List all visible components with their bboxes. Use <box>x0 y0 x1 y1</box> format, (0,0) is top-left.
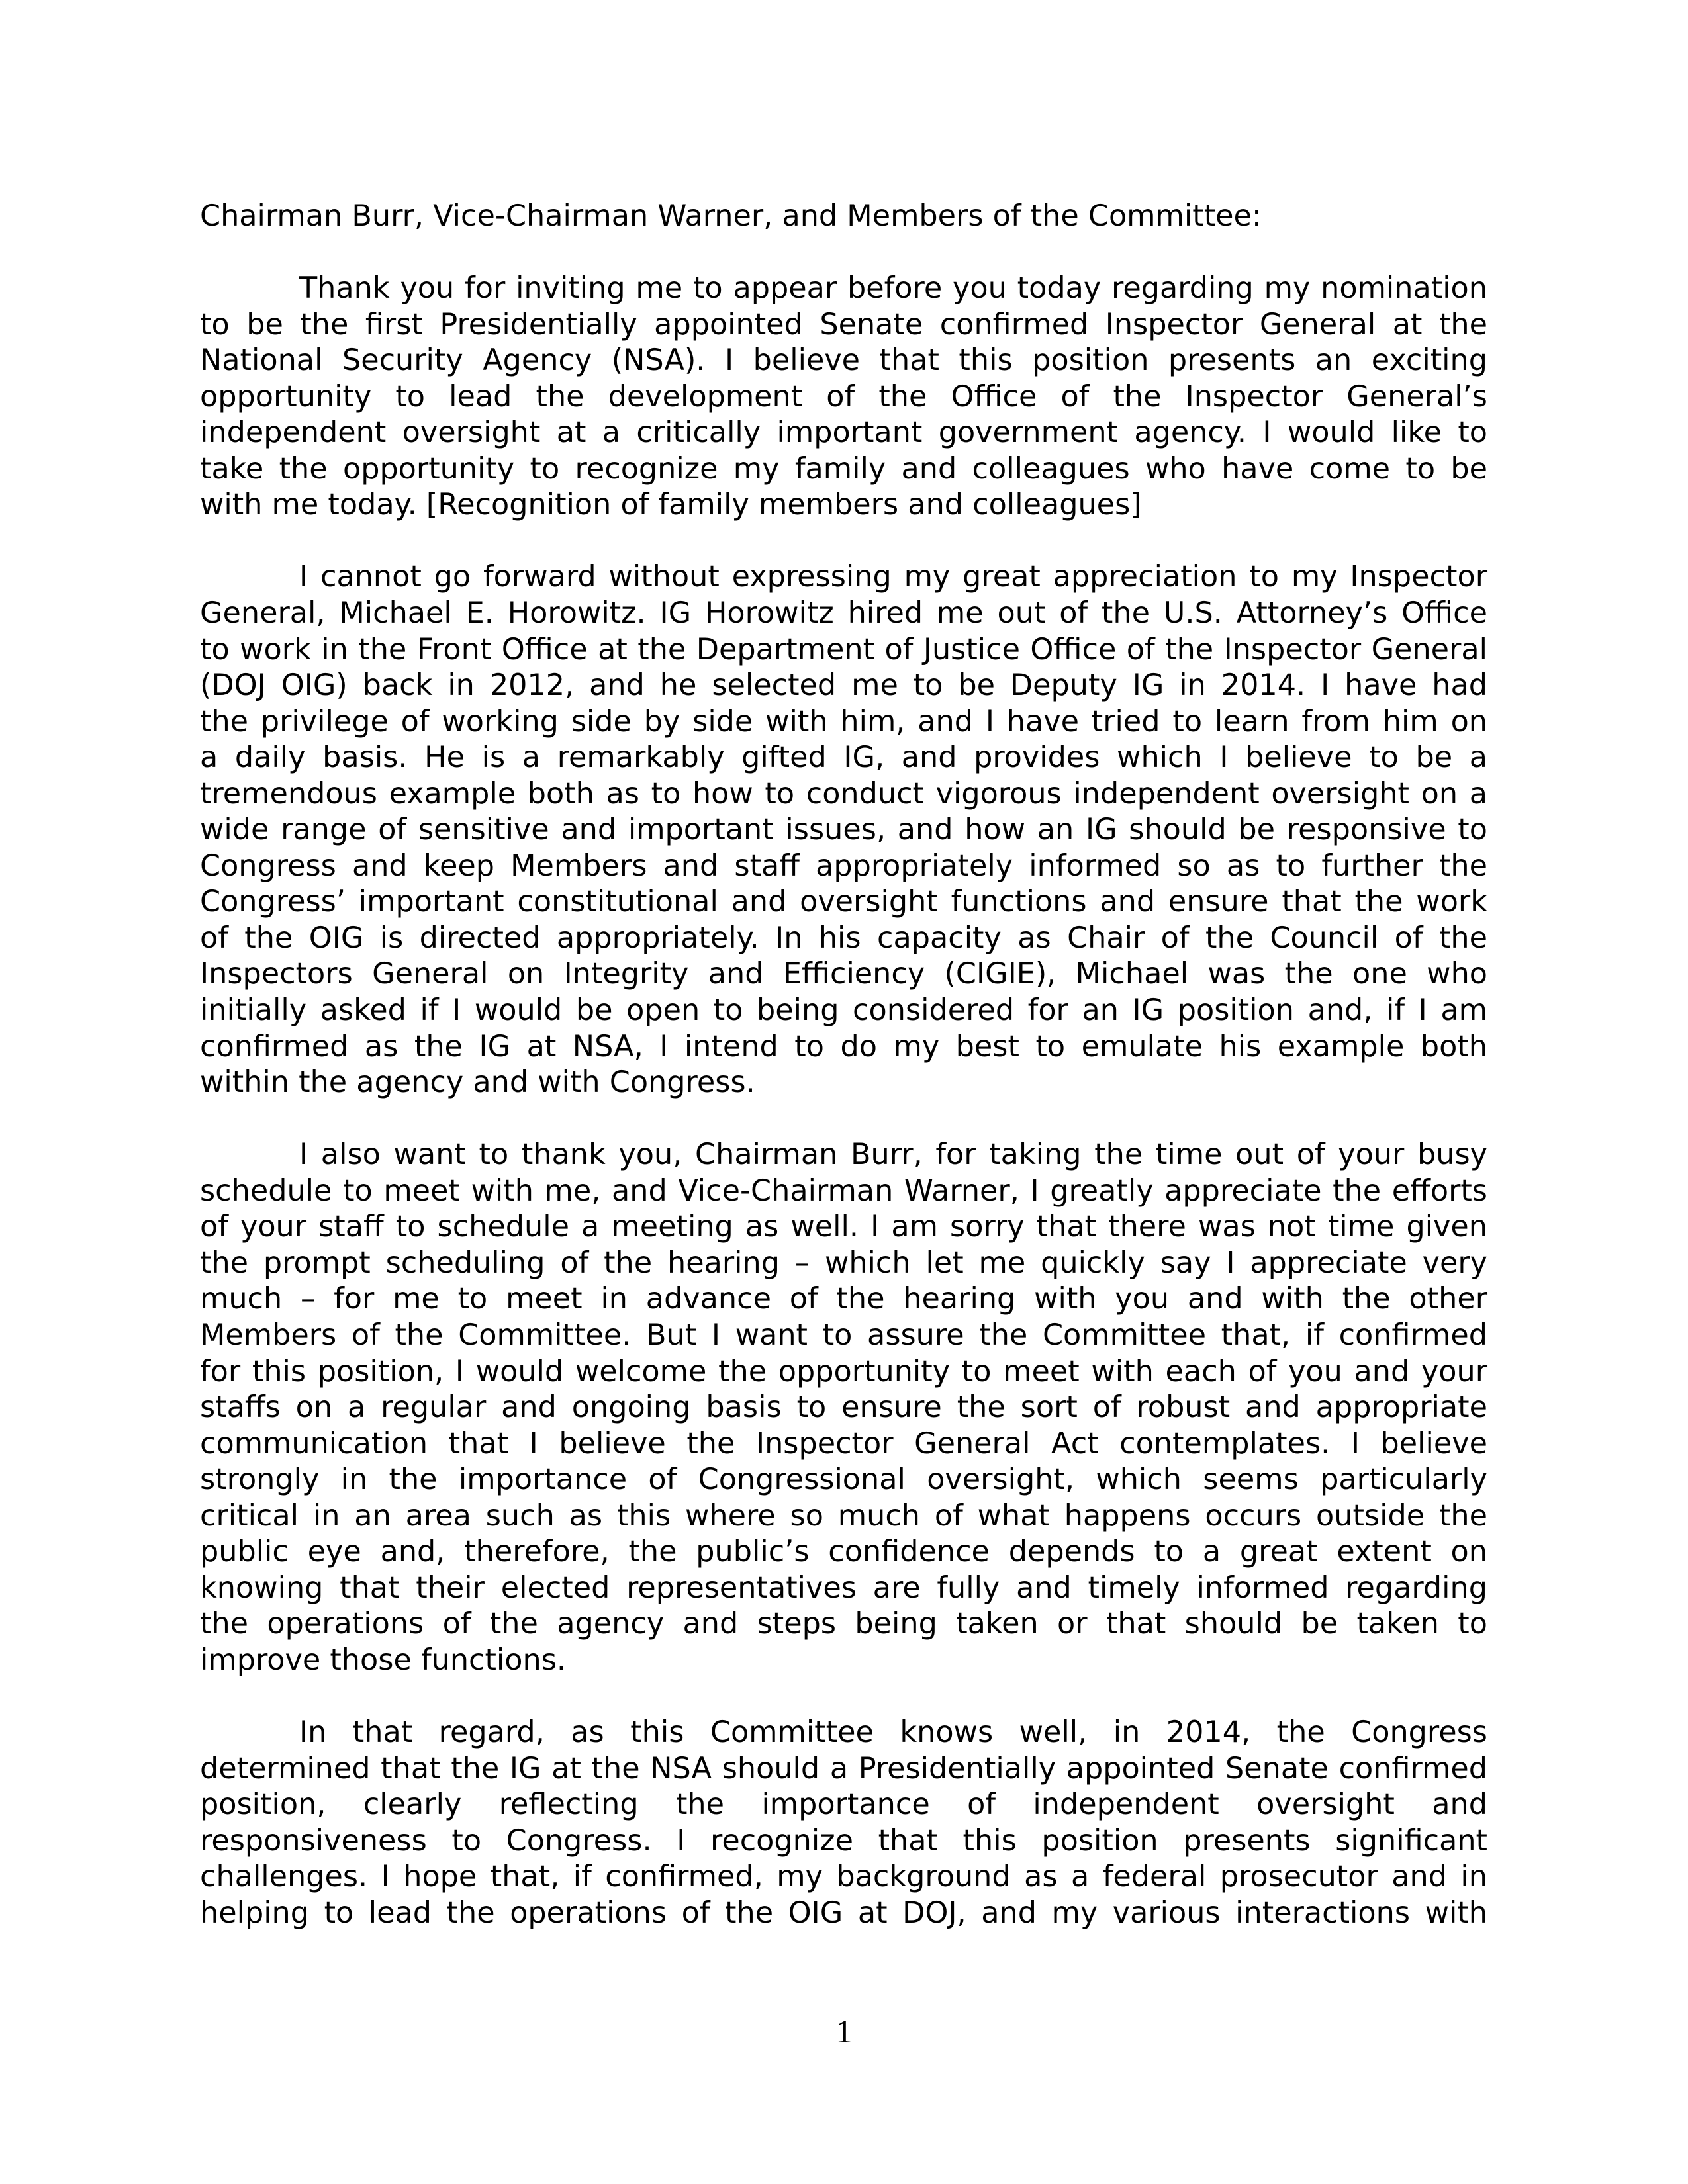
paragraph-thanks <box>200 1137 1487 1678</box>
paragraph-line: staffs on a regular and ongoing basis to ensure the sort of robust and appropriate <box>200 1390 1487 1425</box>
paragraph-line: I cannot go forward without expressing my great appreciation to my Inspector <box>299 560 1487 594</box>
paragraph-spacer <box>200 235 1487 271</box>
paragraph-line: Congress and keep Members and staff appropriately informed so as to further the <box>200 848 1487 883</box>
paragraph-spacer <box>200 523 1487 560</box>
paragraph-line: the prompt scheduling of the hearing – which let me quickly say I appreciate very <box>200 1246 1487 1280</box>
paragraph-line: improve those functions. <box>200 1643 567 1677</box>
paragraph-appreciation <box>200 559 1487 1101</box>
paragraph-line: with me today. [Recognition of family members and colleagues] <box>200 488 1142 522</box>
paragraph-line: the operations of the agency and steps being taken or that should be taken to <box>200 1607 1487 1641</box>
document-body <box>200 199 1487 1931</box>
paragraph-line: position, clearly reflecting the importance of independent oversight and <box>200 1788 1487 1822</box>
paragraph-line: to be the first Presidentially appointed Senate confirmed Inspector General at the <box>200 307 1487 341</box>
paragraph-line: a daily basis. He is a remarkably gifted IG, and provides which I believe to be a <box>200 741 1487 775</box>
paragraph-spacer <box>200 1678 1487 1715</box>
paragraph-regard <box>200 1715 1487 1931</box>
paragraph-line: Inspectors General on Integrity and Efficiency (CIGIE), Michael was the one who <box>200 957 1487 991</box>
paragraph-line: Congress’ important constitutional and oversight functions and ensure that the work <box>200 885 1487 919</box>
paragraph-line: for this position, I would welcome the opportunity to meet with each of you and your <box>200 1354 1487 1388</box>
paragraph-line: of the OIG is directed appropriately. In his capacity as Chair of the Council of the <box>200 921 1487 955</box>
paragraph-line: determined that the IG at the NSA should a Presidentially appointed Senate confirmed <box>200 1751 1487 1786</box>
paragraph-line: I also want to thank you, Chairman Burr, for taking the time out of your busy <box>299 1138 1487 1172</box>
paragraph-line: National Security Agency (NSA). I believe that this position presents an exciting <box>200 343 1487 378</box>
paragraph-line: Members of the Committee. But I want to assure the Committee that, if confirmed <box>200 1318 1487 1352</box>
paragraph-line: tremendous example both as to how to conduct vigorous independent oversight on a <box>200 776 1487 811</box>
paragraph-line: of your staff to schedule a meeting as well. I am sorry that there was not time given <box>200 1210 1487 1244</box>
paragraph-line: challenges. I hope that, if confirmed, my background as a federal prosecutor and in <box>200 1860 1487 1894</box>
paragraph-line: strongly in the importance of Congressional oversight, which seems particularly <box>200 1463 1487 1497</box>
paragraph-line: to work in the Front Office at the Department of Justice Office of the Inspector General <box>200 632 1487 666</box>
paragraph-line: wide range of sensitive and important issues, and how an IG should be responsive to <box>200 813 1487 847</box>
paragraph-line: opportunity to lead the development of the Office of the Inspector General’s <box>200 379 1487 414</box>
paragraph-line: Thank you for inviting me to appear before you today regarding my nomination <box>299 271 1487 306</box>
paragraph-line: take the opportunity to recognize my family and colleagues who have come to be <box>200 451 1487 486</box>
paragraph-line: initially asked if I would be open to being considered for an IG position and, if I am <box>200 993 1487 1028</box>
paragraph-introduction <box>200 271 1487 523</box>
paragraph-line: within the agency and with Congress. <box>200 1066 755 1100</box>
paragraph-line: public eye and, therefore, the public’s confidence depends to a great extent on <box>200 1535 1487 1569</box>
paragraph-line: responsiveness to Congress. I recognize that this position presents significant <box>200 1823 1487 1858</box>
paragraph-line: communication that I believe the Inspector General Act contemplates. I believe <box>200 1426 1487 1461</box>
salutation: Chairman Burr, Vice-Chairman Warner, and Members of the Committee: <box>200 199 1262 233</box>
paragraph-line: General, Michael E. Horowitz. IG Horowitz hired me out of the U.S. Attorney’s Office <box>200 596 1487 631</box>
paragraph-spacer <box>200 1101 1487 1138</box>
paragraph-line: (DOJ OIG) back in 2012, and he selected me to be Deputy IG in 2014. I have had <box>200 668 1487 703</box>
paragraph-line: confirmed as the IG at NSA, I intend to do my best to emulate his example both <box>200 1029 1487 1064</box>
paragraph-line: the privilege of working side by side with him, and I have tried to learn from him on <box>200 704 1487 739</box>
paragraph-line: knowing that their elected representatives are fully and timely informed regarding <box>200 1570 1487 1605</box>
paragraph-line: In that regard, as this Committee knows well, in 2014, the Congress <box>299 1715 1487 1749</box>
paragraph-line: schedule to meet with me, and Vice-Chairman Warner, I greatly appreciate the efforts <box>200 1173 1487 1208</box>
paragraph-line: much – for me to meet in advance of the hearing with you and with the other <box>200 1282 1487 1316</box>
page-number: 1 <box>835 2013 853 2050</box>
paragraph-line: helping to lead the operations of the OIG at DOJ, and my various interactions with <box>200 1895 1487 1930</box>
paragraph-line: independent oversight at a critically important government agency. I would like to <box>200 416 1487 450</box>
paragraph-line: critical in an area such as this where so much of what happens occurs outside the <box>200 1498 1487 1533</box>
